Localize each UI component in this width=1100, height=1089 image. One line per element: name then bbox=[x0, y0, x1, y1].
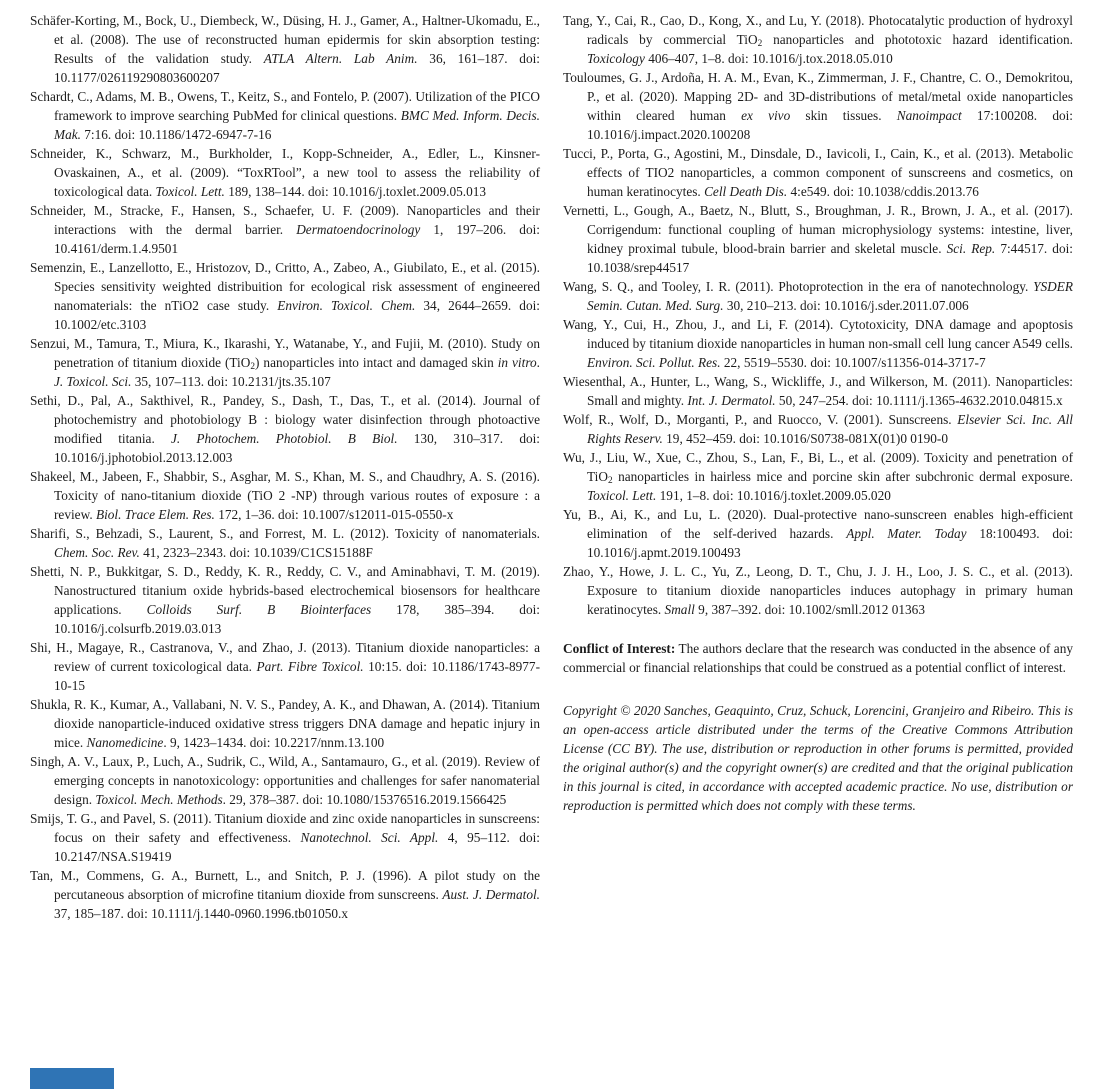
reference-entry: Zhao, Y., Howe, J. L. C., Yu, Z., Leong, D. T., Chu, J. J. H., Loo, J. S. C., et al. (2013). Exposure to titanium dioxide nanoparticles induces autophagy in primary human keratinocytes. Small 9, 387–392. doi: 10.1002/smll.2012 01363 bbox=[563, 564, 1073, 617]
reference-entry: Tan, M., Commens, G. A., Burnett, L., and Snitch, P. J. (1996). A pilot study on the percutaneous absorption of microfine titanium dioxide from sunscreens. Aust. J. Dermatol. 37, 185–187. doi: 10.1111/j.1440-0960.1996.tb01050.x bbox=[30, 868, 540, 921]
reference-entry: Sethi, D., Pal, A., Sakthivel, R., Pandey, S., Dash, T., Das, T., et al. (2014). Journal of photochemistry and photobiology B : biology water disinfection through photoactive modified titania. J. Photochem. Photobiol. B Biol. 130, 310–317. doi: 10.1016/j.jphotobiol.2013.12.003 bbox=[30, 393, 540, 465]
reference-entry: Shetti, N. P., Bukkitgar, S. D., Reddy, K. R., Reddy, C. V., and Aminabhavi, T. M. (2019). Nanostructured titanium oxide hybrids-based electrochemical biosensors for healthcare applications. Colloids Surf. B Biointerfaces 178, 385–394. doi: 10.1016/j.colsurfb.2019.03.013 bbox=[30, 564, 540, 636]
reference-entry: Sharifi, S., Behzadi, S., Laurent, S., and Forrest, M. L. (2012). Toxicity of nanomaterials. Chem. Soc. Rev. 41, 2323–2343. doi: 10.1039/C1CS15188F bbox=[30, 526, 540, 560]
reference-entry: Tang, Y., Cai, R., Cao, D., Kong, X., and Lu, Y. (2018). Photocatalytic production of hydroxyl radicals by commercial TiO$_2$ nanoparticles and phototoxic hazard identification. Toxicology 406–407, 1–8. doi: 10.1016/j.tox.2018.05.010 bbox=[563, 13, 1073, 66]
references-column-left bbox=[30, 11, 540, 923]
reference-entry: Wiesenthal, A., Hunter, L., Wang, S., Wickliffe, J., and Wilkerson, M. (2011). Nanoparticles: Small and mighty. Int. J. Dermatol. 50, 247–254. doi: 10.1111/j.1365-4632.2010.04815.x bbox=[563, 374, 1073, 408]
reference-entry: Singh, A. V., Laux, P., Luch, A., Sudrik, C., Wild, A., Santamauro, G., et al. (2019). Review of emerging concepts in nanotoxicology: opportunities and challenges for safer nanomaterial design. Toxicol. Mech. Methods. 29, 378–387. doi: 10.1080/15376516.2019.1566425 bbox=[30, 754, 540, 807]
reference-entry: Wolf, R., Wolf, D., Morganti, P., and Ruocco, V. (2001). Sunscreens. Elsevier Sci. Inc. All Rights Reserv. 19, 452–459. doi: 10.1016/S0738-081X(01)0 0190-0 bbox=[563, 412, 1073, 446]
footer-blue-bar bbox=[30, 1068, 114, 1089]
reference-entry: Shi, H., Magaye, R., Castranova, V., and Zhao, J. (2013). Titanium dioxide nanoparticles: a review of current toxicological data. Part. Fibre Toxicol. 10:15. doi: 10.1186/1743-8977-10-15 bbox=[30, 640, 540, 693]
reference-entry: Schneider, M., Stracke, F., Hansen, S., Schaefer, U. F. (2009). Nanoparticles and their interactions with the dermal barrier. Dermatoendocrinology 1, 197–206. doi: 10.4161/derm.1.4.9501 bbox=[30, 203, 540, 256]
reference-entry: Semenzin, E., Lanzellotto, E., Hristozov, D., Critto, A., Zabeo, A., Giubilato, E., et al. (2015). Species sensitivity weighted distribuition for ecological risk assessment of engineered nanomaterials: the nTiO2 case study. Environ. Toxicol. Chem. 34, 2644–2659. doi: 10.1002/etc.3103 bbox=[30, 260, 540, 332]
reference-entry: Touloumes, G. J., Ardoña, H. A. M., Evan, K., Zimmerman, J. F., Chantre, C. O., Demokritou, P., et al. (2020). Mapping 2D- and 3D-distributions of metal/metal oxide nanoparticles within cleared human ex vivo skin tissues. Nanoimpact 17:100208. doi: 10.1016/j.impact.2020.100208 bbox=[563, 70, 1073, 142]
reference-entry: Yu, B., Ai, K., and Lu, L. (2020). Dual-protective nano-sunscreen enables high-efficient elimination of the self-derived hazards. Appl. Mater. Today 18:100493. doi: 10.1016/j.apmt.2019.100493 bbox=[563, 507, 1074, 560]
reference-entry: Senzui, M., Tamura, T., Miura, K., Ikarashi, Y., Watanabe, Y., and Fujii, M. (2010). Study on penetration of titanium dioxide (TiO$_2$) nanoparticles into intact and damaged skin in vitro. J. Toxicol. Sci. 35, 107–113. doi: 10.2131/jts.35.107 bbox=[30, 336, 540, 389]
references-column-right bbox=[563, 11, 1073, 923]
reference-entry: Smijs, T. G., and Pavel, S. (2011). Titanium dioxide and zinc oxide nanoparticles in sunscreens: focus on their safety and effectiveness. Nanotechnol. Sci. Appl. 4, 95–112. doi: 10.2147/NSA.S19419 bbox=[30, 811, 540, 864]
reference-entry: Shukla, R. K., Kumar, A., Vallabani, N. V. S., Pandey, A. K., and Dhawan, A. (2014). Titanium dioxide nanoparticle-induced oxidative stress triggers DNA damage and hepatic injury in mice. Nanomedicine. 9, 1423–1434. doi: 10.2217/nnm.13.100 bbox=[30, 697, 540, 750]
reference-entry: Shakeel, M., Jabeen, F., Shabbir, S., Asghar, M. S., Khan, M. S., and Chaudhry, A. S. (2016). Toxicity of nano-titanium dioxide (TiO 2 -NP) through various routes of exposure : a review. Biol. Trace Elem. Res. 172, 1–36. doi: 10.1007/s12011-015-0550-x bbox=[30, 469, 540, 522]
conflict-of-interest-paragraph: Conflict of Interest: The authors declare that the research was conducted in the absence of any commercial or financial relationships that could be construed as a potential conflict of interest. bbox=[563, 641, 1073, 675]
reference-entry: Tucci, P., Porta, G., Agostini, M., Dinsdale, D., Iavicoli, I., Cain, K., et al. (2013). Metabolic effects of TIO2 nanoparticles, a common component of sunscreens and cosmetics, on human keratinocytes. Cell Death Dis. 4:e549. doi: 10.1038/cddis.2013.76 bbox=[563, 146, 1073, 199]
reference-entry: Wu, J., Liu, W., Xue, C., Zhou, S., Lan, F., Bi, L., et al. (2009). Toxicity and penetration of TiO$_2$ nanoparticles in hairless mice and porcine skin after subchronic dermal exposure. Toxicol. Lett. 191, 1–8. doi: 10.1016/j.toxlet.2009.05.020 bbox=[563, 450, 1073, 503]
reference-entry: Vernetti, L., Gough, A., Baetz, N., Blutt, S., Broughman, J. R., Brown, J. A., et al. (2017). Corrigendum: functional coupling of human microphysiology systems: intestine, liver, kidney proximal tubule, blood-brain barrier and skeletal muscle. Sci. Rep. 7:44517. doi: 10.1038/srep44517 bbox=[563, 203, 1073, 275]
reference-entry: Wang, Y., Cui, H., Zhou, J., and Li, F. (2014). Cytotoxicity, DNA damage and apoptosis induced by titanium dioxide nanoparticles in human non-small cell lung cancer A549 cells. Environ. Sci. Pollut. Res. 22, 5519–5530. doi: 10.1007/s11356-014-3717-7 bbox=[563, 317, 1073, 370]
copyright-paragraph: Copyright © 2020 Sanches, Geaquinto, Cruz, Schuck, Lorencini, Granjeiro and Ribeiro. This is an open-access article distributed under the terms of the Creative Commons Attribution License (CC BY). The use, distribution or reproduction in other forums is permitted, provided the original author(s) and the copyright owner(s) are credited and that the original publication in this journal is cited, in accordance with accepted academic practice. No use, distribution or reproduction is permitted which does not comply with these terms. bbox=[563, 703, 1073, 813]
reference-entry: Wang, S. Q., and Tooley, I. R. (2011). Photoprotection in the era of nanotechnology. YSDER Semin. Cutan. Med. Surg. 30, 210–213. doi: 10.1016/j.sder.2011.07.006 bbox=[563, 279, 1073, 313]
reference-entry: Schneider, K., Schwarz, M., Burkholder, I., Kopp-Schneider, A., Edler, L., Kinsner-Ovaskainen, A., et al. (2009). “ToxRTool”, a new tool to assess the reliability of toxicological data. Toxicol. Lett. 189, 138–144. doi: 10.1016/j.toxlet.2009.05.013 bbox=[30, 146, 540, 199]
reference-entry: Schäfer-Korting, M., Bock, U., Diembeck, W., Düsing, H. J., Gamer, A., Haltner-Ukomadu, E., et al. (2008). The use of reconstructed human epidermis for skin absorption testing: Results of the validation study. ATLA Altern. Lab Anim. 36, 161–187. doi: 10.1177/026119290803600207 bbox=[30, 13, 540, 85]
reference-entry: Schardt, C., Adams, M. B., Owens, T., Keitz, S., and Fontelo, P. (2007). Utilization of the PICO framework to improve searching PubMed for clinical questions. BMC Med. Inform. Decis. Mak. 7:16. doi: 10.1186/1472-6947-7-16 bbox=[30, 89, 540, 142]
